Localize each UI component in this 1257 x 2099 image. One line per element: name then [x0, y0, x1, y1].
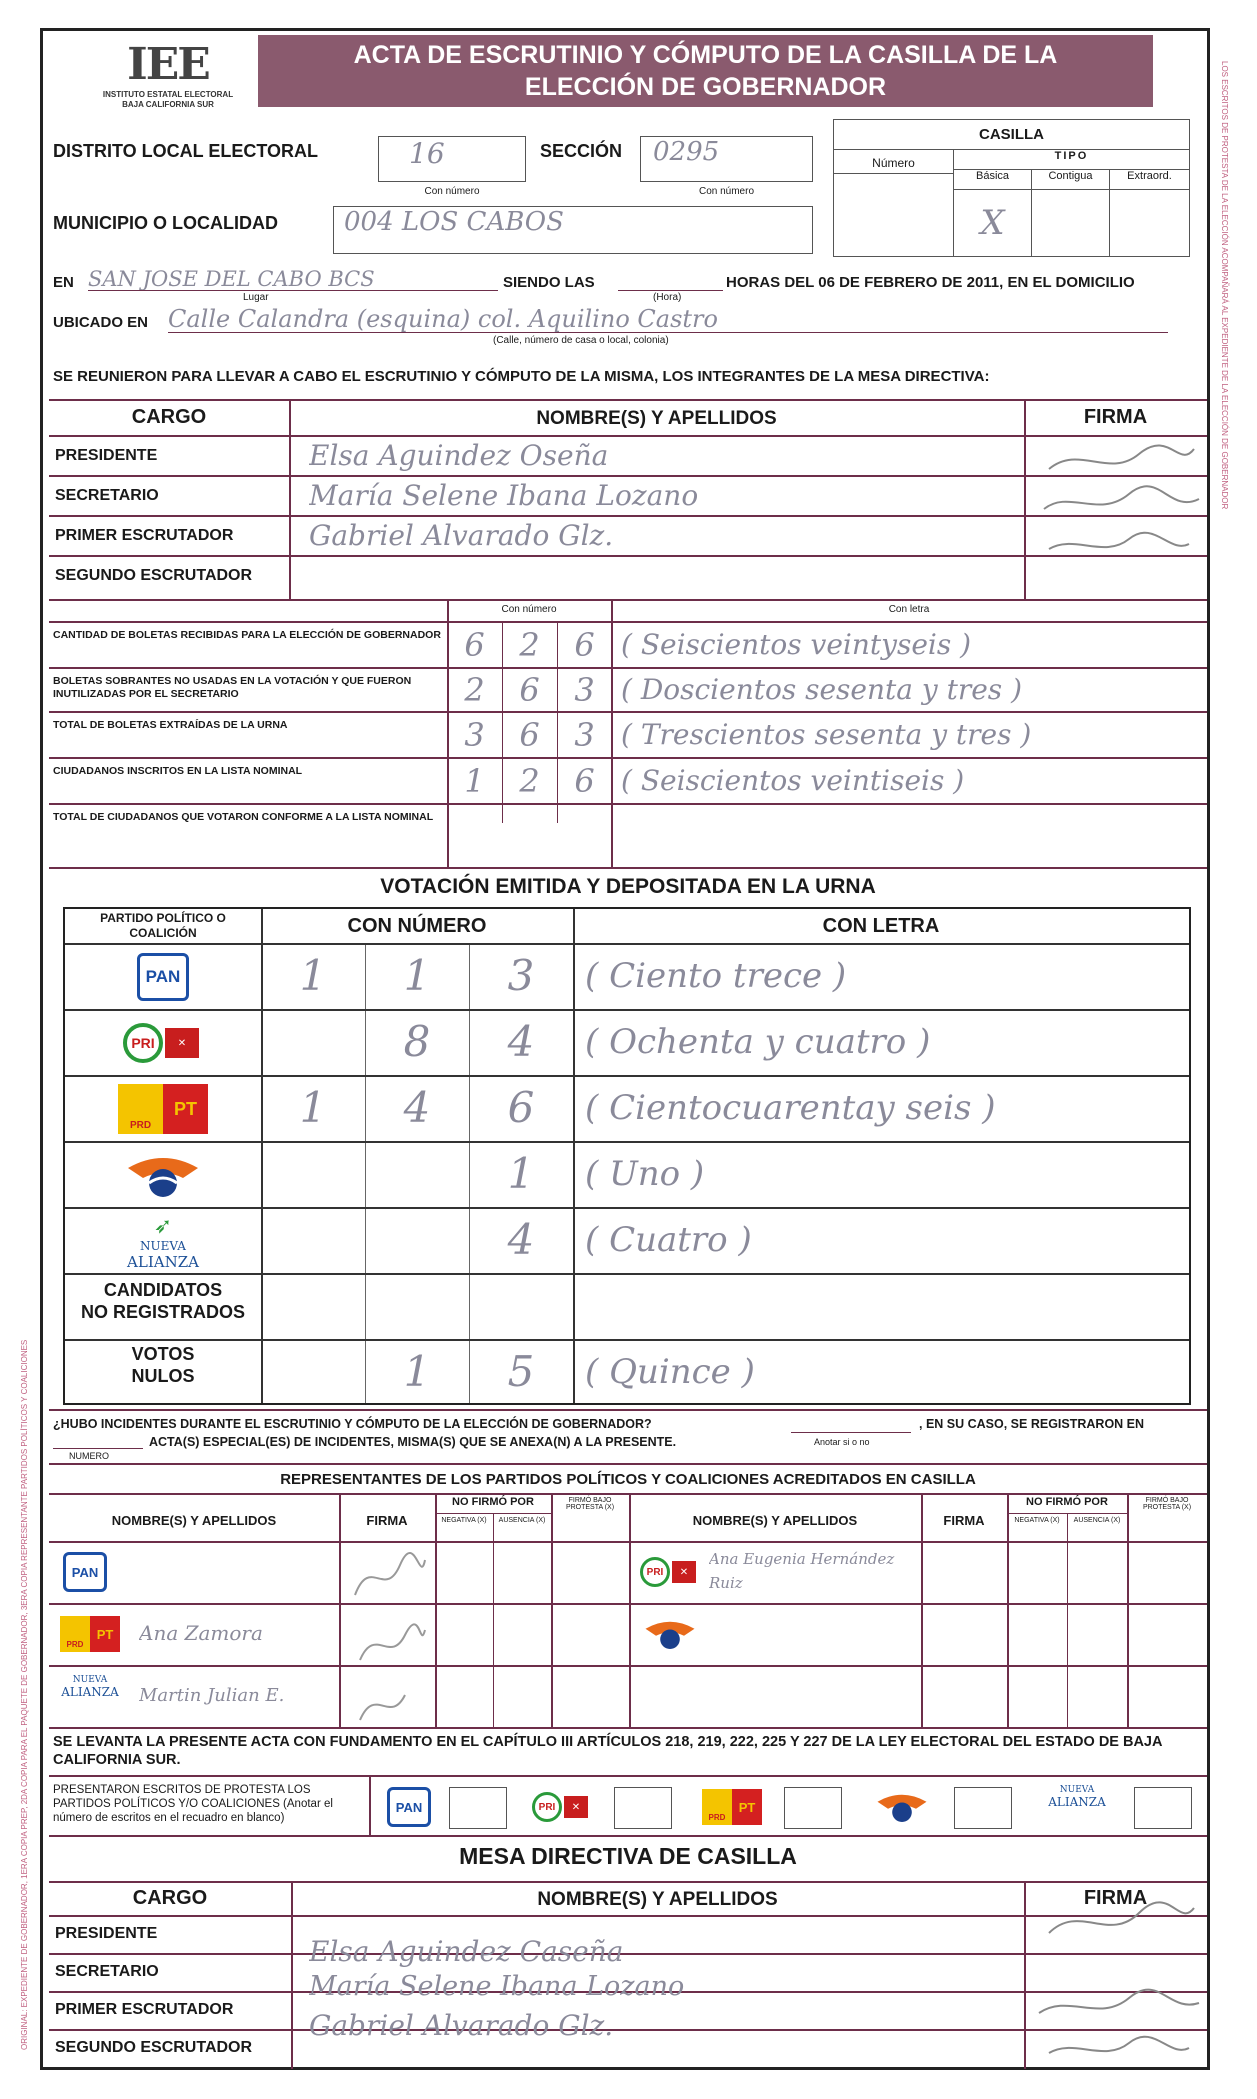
side-text-right: LOS ESCRITOS DE PROTESTA DE LA ELECCIÓN ACOMPAÑARÁ AL EXPEDIENTE DE LA ELECCIÓN DE GOBERNADOR [1220, 61, 1229, 510]
boleta-digit[interactable]: 6 [574, 626, 595, 664]
incidentes-numero-caption: NUMERO [69, 1451, 109, 1461]
voto-digit[interactable] [365, 1273, 469, 1339]
rep-h-nofirmo-right: NO FIRMÓ POR [1026, 1496, 1108, 1508]
mesa1-firmas [1029, 439, 1204, 597]
mesa2-h-cargo: CARGO [132, 1887, 208, 1909]
casilla-numero-col[interactable] [834, 150, 954, 256]
partido-bird-logo [65, 1143, 261, 1207]
rep-h-negativa-right: NEGATIVA (X) [1014, 1517, 1060, 1524]
mesa2-cargo-3: SEGUNDO ESCRUTADOR [55, 2039, 253, 2056]
casilla-tipo-label: TIPO [954, 150, 1189, 170]
rep-bird-logo [635, 1609, 705, 1659]
prot-na-logo: NUEVA ALIANZA [1048, 1785, 1106, 1809]
mesa1-cargo-2: PRIMER ESCRUTADOR [55, 527, 234, 544]
boleta-label: CIUDADANOS INSCRITOS EN LA LISTA NOMINAL [53, 765, 303, 777]
prot-pan-box[interactable] [449, 1787, 507, 1829]
distrito-field[interactable]: 16 [378, 136, 526, 182]
mesa1-h-nombre: NOMBRE(S) Y APELLIDOS [536, 408, 777, 429]
boleta-letra[interactable] [621, 805, 1201, 865]
seccion-caption: Con número [698, 186, 755, 197]
mesa2-table [49, 1881, 1207, 2067]
incidentes-section [49, 1409, 1207, 1465]
votacion-h-numero: CON NÚMERO [347, 915, 487, 937]
distrito-caption: Con número [424, 186, 480, 197]
boleta-digit[interactable]: 2 [519, 762, 540, 800]
boleta-label: TOTAL DE BOLETAS EXTRAÍDAS DE LA URNA [53, 719, 288, 731]
incidentes-q: ¿HUBO INCIDENTES DURANTE EL ESCRUTINIO Y CÓMPUTO DE LA ELECCIÓN DE GOBERNADOR? [53, 1417, 652, 1431]
voto-digit[interactable] [261, 1009, 365, 1075]
rep-h-firma-right: FIRMA [943, 1513, 985, 1528]
boleta-label: CANTIDAD DE BOLETAS RECIBIDAS PARA LA ELECCIÓN DE GOBERNADOR [53, 629, 441, 641]
mesa1-nombre-0[interactable]: Elsa Aguindez Oseña [309, 439, 609, 472]
mesa1-cargo-3: SEGUNDO ESCRUTADOR [55, 567, 253, 584]
na-swoosh-icon: ➶ [153, 1213, 173, 1239]
voto-digit[interactable] [261, 1141, 365, 1207]
siendo-label: SIENDO LAS [503, 274, 595, 291]
title-band [258, 35, 1153, 107]
rep-left-nombre-1[interactable]: Ana Zamora [139, 1621, 263, 1645]
seccion-field[interactable]: 0295 [640, 136, 813, 182]
voto-digit[interactable] [261, 1339, 365, 1405]
rep-bird-emblem-icon [642, 1614, 698, 1654]
prot-pri-box[interactable] [614, 1787, 672, 1829]
voto-digit[interactable] [365, 1141, 469, 1207]
rep-h-nofirmo-left: NO FIRMÓ POR [452, 1496, 534, 1508]
rep-pan-logo: PAN [55, 1547, 115, 1597]
horas-text: HORAS DEL 06 DE FEBRERO DE 2011, EN EL DOMICILIO [726, 274, 1135, 291]
boleta-letra[interactable]: ( Seiscientos veintiseis ) [621, 764, 965, 797]
casilla-contigua-label: Contigua [1032, 170, 1110, 190]
prot-pri-side-icon: ✕ [564, 1796, 588, 1818]
votacion-table [63, 907, 1191, 1405]
voto-digit[interactable] [261, 1207, 365, 1273]
boleta-digit[interactable]: 1 [464, 762, 485, 800]
logo-sub-1: INSTITUTO ESTATAL ELECTORAL [102, 90, 234, 99]
voto-digit[interactable] [469, 1273, 573, 1339]
prot-bird-logo [869, 1783, 935, 1831]
prot-pan-logo: PAN [379, 1783, 439, 1831]
mesa1-nombre-1[interactable]: María Selene Ibana Lozano [309, 479, 699, 512]
logo-mark: IEE [127, 39, 209, 90]
boleta-digit[interactable]: 3 [574, 716, 595, 754]
casilla-basica-mark[interactable]: X [954, 190, 1032, 256]
mesa2-h-nombre: NOMBRE(S) Y APELLIDOS [537, 1889, 778, 1910]
voto-digit[interactable]: 4 [507, 1215, 535, 1264]
voto-digit[interactable]: 3 [507, 951, 535, 1000]
boleta-digit[interactable]: 6 [519, 716, 540, 754]
casilla-title: CASILLA [834, 120, 1189, 150]
title-line-1: ACTA DE ESCRUTINIO Y CÓMPUTO DE LA CASILLA DE LA [353, 41, 1058, 69]
mesa1-h-firma: FIRMA [1083, 406, 1148, 428]
boleta-letra[interactable]: ( Trescientos sesenta y tres ) [621, 718, 1032, 751]
lugar-caption: Lugar [243, 292, 269, 303]
nulos-label: VOTOS NULOS [131, 1344, 195, 1386]
mesa1-cargo-0: PRESIDENTE [55, 447, 158, 464]
prot-pri-emblem-icon: PRI [532, 1792, 562, 1822]
voto-letra[interactable]: ( Quince ) [585, 1352, 755, 1392]
voto-letra[interactable]: ( Ochenta y cuatro ) [585, 1022, 931, 1062]
hora-caption: (Hora) [653, 292, 682, 303]
mesa1-nombre-2[interactable]: Gabriel Alvarado Glz. [309, 519, 614, 552]
protesta-text: PRESENTARON ESCRITOS DE PROTESTA LOS PARTIDOS POLÍTICOS Y/O COALICIONES (Anotar el número de escritos en el recuadro en blanco) [53, 1784, 333, 1824]
mesa2-cargo-0: PRESIDENTE [55, 1925, 158, 1942]
votacion-h-partido: PARTIDO POLÍTICO O COALICIÓN [100, 911, 226, 940]
mesa2-cargo-1: SECRETARIO [55, 1963, 159, 1980]
nueva-alianza-logo: ➶ NUEVA ALIANZA [127, 1213, 199, 1271]
prot-pri-logo [529, 1783, 595, 1831]
boleta-digit[interactable] [447, 805, 502, 865]
voto-letra[interactable]: ( Cientocuarentay seis ) [585, 1088, 996, 1128]
voto-digit[interactable]: 1 [403, 1347, 431, 1396]
mesa1-h-cargo: CARGO [131, 406, 207, 428]
rep-h-protesta-left: FIRMÓ BAJO PROTESTA (X) [565, 1497, 615, 1511]
mesa2-nombre-2[interactable]: María Selene Ibana Lozano [309, 1971, 685, 2002]
voto-digit[interactable] [261, 1273, 365, 1339]
title-line-2: ELECCIÓN DE GOBERNADOR [524, 73, 887, 101]
rep-left-nombre-2[interactable]: Martin Julian E. [139, 1685, 285, 1706]
representantes-table [49, 1467, 1207, 1729]
acta-sheet [40, 28, 1229, 2070]
rep-pri-emblem-icon: PRI [640, 1557, 670, 1587]
incidentes-anotar-caption: Anotar si o no [814, 1437, 870, 1447]
mesa2-firmas [1029, 1883, 1204, 2067]
prot-bird-emblem-icon [874, 1787, 930, 1827]
voto-digit[interactable]: 5 [507, 1347, 535, 1396]
rep-pri-side-icon: ✕ [672, 1561, 696, 1583]
municipio-field[interactable]: 004 LOS CABOS [333, 206, 813, 254]
boleta-digit[interactable]: 3 [464, 716, 485, 754]
rep-h-protesta-right: FIRMÓ BAJO PROTESTA (X) [1142, 1497, 1192, 1511]
rep-right-nombre-0[interactable]: Ana Eugenia Hernández Ruiz [709, 1550, 895, 1592]
casilla-box [833, 119, 1190, 257]
votacion-title: VOTACIÓN EMITIDA Y DEPOSITADA EN LA URNA [380, 875, 876, 898]
mesa1-table [49, 399, 1207, 601]
boleta-digit[interactable] [557, 805, 612, 865]
voto-digit[interactable]: 1 [403, 951, 431, 1000]
casilla-numero-label: Número [834, 150, 953, 174]
boleta-label: TOTAL DE CIUDADANOS QUE VOTARON CONFORME A LA LISTA NOMINAL [53, 811, 434, 823]
voto-letra[interactable]: ( Cuatro ) [585, 1220, 752, 1260]
boletas-h-numero: Con número [501, 604, 557, 615]
casilla-basica-label: Básica [954, 170, 1032, 190]
boleta-digit[interactable] [502, 805, 557, 865]
boleta-digit[interactable]: 6 [574, 762, 595, 800]
rep-pri-logo [635, 1547, 705, 1597]
voto-digit[interactable]: 4 [507, 1017, 535, 1066]
voto-digit[interactable] [365, 1207, 469, 1273]
casilla-extraord-label: Extraord. [1110, 170, 1189, 190]
prot-prd-pt-logo: PRD PT [699, 1783, 765, 1831]
boleta-digit[interactable]: 3 [574, 671, 595, 709]
voto-digit[interactable]: 8 [403, 1017, 431, 1066]
voto-digit[interactable]: 1 [507, 1149, 535, 1198]
fundamento-text: SE LEVANTA LA PRESENTE ACTA CON FUNDAMENTO EN EL CAPÍTULO III ARTÍCULOS 218, 219, 222, 225 Y 227 DE LA LEY ELECTORAL DEL ESTADO DE BAJA CALIFORNIA SUR. [53, 1734, 1162, 1768]
pan-logo: PAN [65, 945, 261, 1009]
votacion-h-letra: CON LETRA [822, 915, 940, 937]
pri-logo [65, 1011, 261, 1075]
mesa2-title: MESA DIRECTIVA DE CASILLA [459, 1843, 797, 1869]
en-label: EN [53, 274, 74, 291]
cnr-label: CANDIDATOS NO REGISTRADOS [80, 1280, 245, 1322]
mesa2-h-firma: FIRMA [1083, 1887, 1148, 1909]
mesa2-nombre-3[interactable]: Gabriel Alvarado Glz. [309, 2009, 614, 2042]
casilla-contigua-cell[interactable] [1032, 190, 1110, 256]
boleta-digit[interactable]: 6 [464, 626, 485, 664]
rep-h-nombre-left: NOMBRE(S) Y APELLIDOS [111, 1513, 277, 1528]
rep-h-ausencia-left: AUSENCIA (X) [498, 1517, 546, 1524]
side-text-left: ORIGINAL: EXPEDIENTE DE GOBERNADOR, 1ERA COPIA PREP, 2DA COPIA PARA EL PAQUETE DE GOBERNADOR, 3ERA COPIA REPRESENTANTE PARTIDOS POLÍTICOS Y COALICIONES [20, 1339, 29, 2050]
boleta-letra[interactable]: ( Seiscientos veintyseis ) [621, 628, 972, 661]
boleta-digit[interactable]: 2 [519, 626, 540, 664]
municipio-label: MUNICIPIO O LOCALIDAD [53, 213, 278, 233]
incidentes-line2: ACTA(S) ESPECIAL(ES) DE INCIDENTES, MISMA(S) QUE SE ANEXA(N) A LA PRESENTE. [149, 1435, 677, 1449]
reunion-text: SE REUNIERON PARA LLEVAR A CABO EL ESCRUTINIO Y CÓMPUTO DE LA MISMA, LOS INTEGRANTES DE LA MESA DIRECTIVA: [53, 368, 990, 385]
logo-sub-2: BAJA CALIFORNIA SUR [122, 100, 214, 109]
pri-side-icon: ✕ [165, 1028, 199, 1058]
prot-prd-pt-box[interactable] [784, 1787, 842, 1829]
seccion-label: SECCIÓN [540, 141, 623, 161]
boletas-h-letra: Con letra [888, 604, 930, 615]
boleta-digit[interactable]: 2 [464, 671, 485, 709]
rep-h-ausencia-right: AUSENCIA (X) [1073, 1517, 1121, 1524]
voto-digit[interactable]: 1 [299, 1083, 327, 1132]
representantes-title: REPRESENTANTES DE LOS PARTIDOS POLÍTICOS Y COALICIONES ACREDITADOS EN CASILLA [280, 1471, 976, 1488]
hora-field[interactable] [618, 267, 723, 291]
pri-emblem-icon: PRI [123, 1023, 163, 1063]
rep-na-logo: NUEVA ALIANZA [61, 1675, 119, 1699]
ubicado-caption: (Calle, número de casa o local, colonia) [493, 335, 669, 346]
incidentes-si-no-field[interactable] [791, 1415, 911, 1433]
prd-pt-logo: PRD PT [65, 1077, 261, 1141]
distrito-label: DISTRITO LOCAL ELECTORAL [53, 141, 319, 161]
voto-letra[interactable] [585, 1273, 1185, 1339]
boletas-table [49, 601, 1207, 869]
incidentes-numero-field[interactable] [53, 1433, 143, 1449]
prot-bird-box[interactable] [954, 1787, 1012, 1829]
rep-h-nombre-right: NOMBRE(S) Y APELLIDOS [692, 1513, 858, 1528]
voto-digit[interactable]: 1 [299, 951, 327, 1000]
bird-emblem-icon [123, 1148, 203, 1203]
boleta-letra[interactable]: ( Doscientos sesenta y tres ) [621, 673, 1022, 706]
rep-prd-pt-logo: PRD PT [55, 1609, 125, 1659]
voto-digit[interactable]: 6 [507, 1083, 535, 1132]
mesa2-nombre-1[interactable]: Elsa Aguindez Caseña [309, 1935, 624, 1968]
rep-h-negativa-left: NEGATIVA (X) [441, 1517, 487, 1524]
rep-h-firma-left: FIRMA [366, 1513, 408, 1528]
voto-letra[interactable]: ( Uno ) [585, 1154, 705, 1194]
voto-digit[interactable]: 4 [403, 1083, 431, 1132]
iee-logo [83, 39, 253, 149]
voto-letra[interactable]: ( Ciento trece ) [585, 956, 847, 996]
rep-left-firmas [345, 1545, 431, 1725]
boleta-label: BOLETAS SOBRANTES NO USADAS EN LA VOTACIÓN Y QUE FUERON INUTILIZADAS POR EL SECRETARIO [53, 675, 412, 700]
mesa2-cargo-2: PRIMER ESCRUTADOR [55, 2001, 234, 2018]
en-field[interactable]: SAN JOSE DEL CABO BCS [88, 267, 498, 291]
protesta-section [49, 1775, 1207, 1837]
prot-na-box[interactable] [1134, 1787, 1192, 1829]
mesa1-cargo-1: SECRETARIO [55, 487, 159, 504]
ubicado-field[interactable]: Calle Calandra (esquina) col. Aquilino Castro [168, 305, 1168, 333]
ubicado-label: UBICADO EN [53, 314, 149, 331]
votacion-section [49, 871, 1207, 1421]
boleta-digit[interactable]: 6 [519, 671, 540, 709]
incidentes-q2: , EN SU CASO, SE REGISTRARON EN [919, 1417, 1145, 1431]
